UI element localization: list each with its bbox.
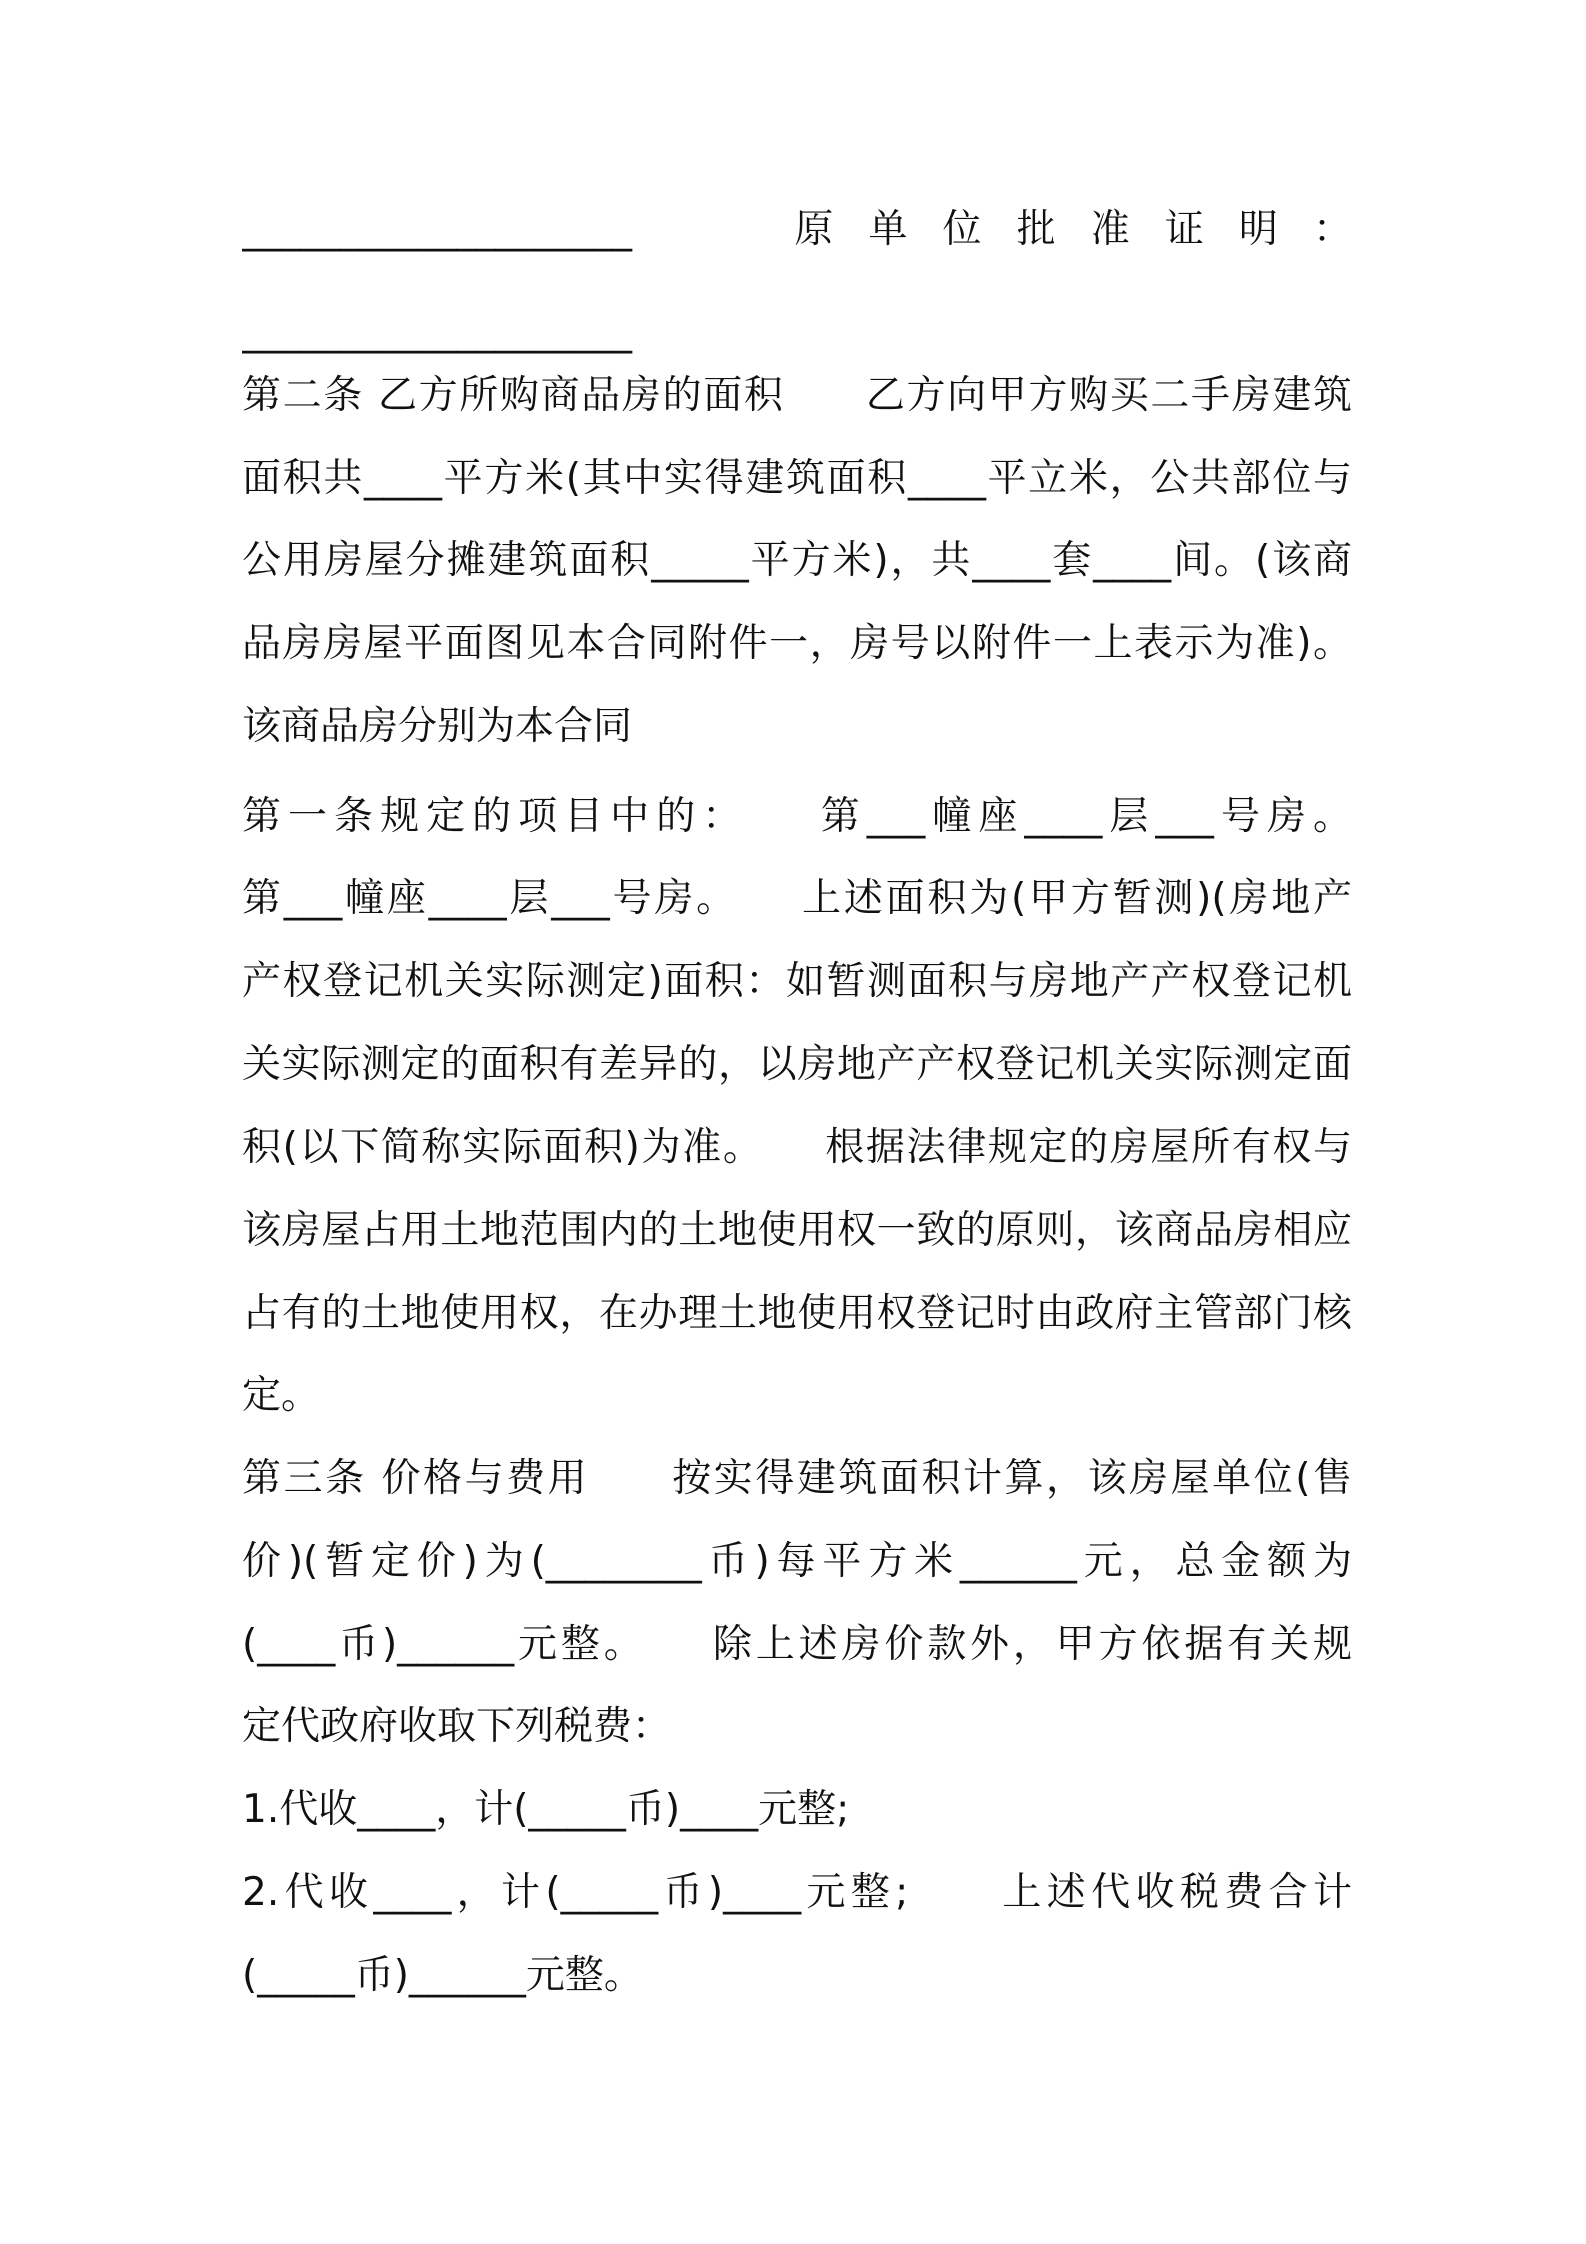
paragraph-line: 第一条规定的项目中的： 第___幢座____层___号房。	[242, 794, 1352, 839]
tax-total-line: (_____币)______元整。	[242, 1953, 643, 1998]
approval-proof-line: ____________________ 原 单 位 批 准 证 明 ：	[242, 207, 1352, 252]
paragraph-line: 产权登记机关实际测定)面积：如暂测面积与房地产产权登记机	[242, 959, 1352, 1004]
paragraph-line: 面积共____平方米(其中实得建筑面积____平立米，公共部位与	[242, 456, 1352, 501]
paragraph-line: 第___幢座____层___号房。 上述面积为(甲方暂测)(房地产	[242, 876, 1352, 921]
paragraph-line: 积(以下简称实际面积)为准。 根据法律规定的房屋所有权与	[242, 1125, 1352, 1170]
paragraph-line: 该商品房分别为本合同	[242, 704, 633, 749]
paragraph-line: 该房屋占用土地范围内的土地使用权一致的原则，该商品房相应	[242, 1208, 1352, 1253]
tax-item-one-line: 1.代收____，计(_____币)____元整;	[242, 1787, 850, 1832]
paragraph-line: 占有的土地使用权，在办理土地使用权登记时由政府主管部门核	[242, 1291, 1352, 1336]
paragraph-line: 定代政府收取下列税费：	[242, 1704, 672, 1749]
paragraph-line: 定。	[242, 1373, 321, 1418]
tax-item-two-line: 2.代收____，计(_____币)____元整; 上述代收税费合计	[242, 1870, 1352, 1915]
article-two-heading-line: 第二条 乙方所购商品房的面积 乙方向甲方购买二手房建筑	[242, 373, 1352, 418]
paragraph-line: 公用房屋分摊建筑面积_____平方米)，共____套____间。(该商	[242, 538, 1352, 583]
paragraph-line: (____币)______元整。 除上述房价款外，甲方依据有关规	[242, 1622, 1352, 1667]
blank-signature-line: ____________________	[242, 309, 632, 354]
paragraph-line: 关实际测定的面积有差异的，以房地产产权登记机关实际测定面	[242, 1042, 1352, 1087]
paragraph-line: 品房房屋平面图见本合同附件一，房号以附件一上表示为准)。	[242, 621, 1352, 666]
article-three-heading-line: 第三条 价格与费用 按实得建筑面积计算，该房屋单位(售	[242, 1456, 1352, 1501]
paragraph-line: 价)(暂定价)为(________币)每平方米______元，总金额为	[242, 1539, 1352, 1584]
